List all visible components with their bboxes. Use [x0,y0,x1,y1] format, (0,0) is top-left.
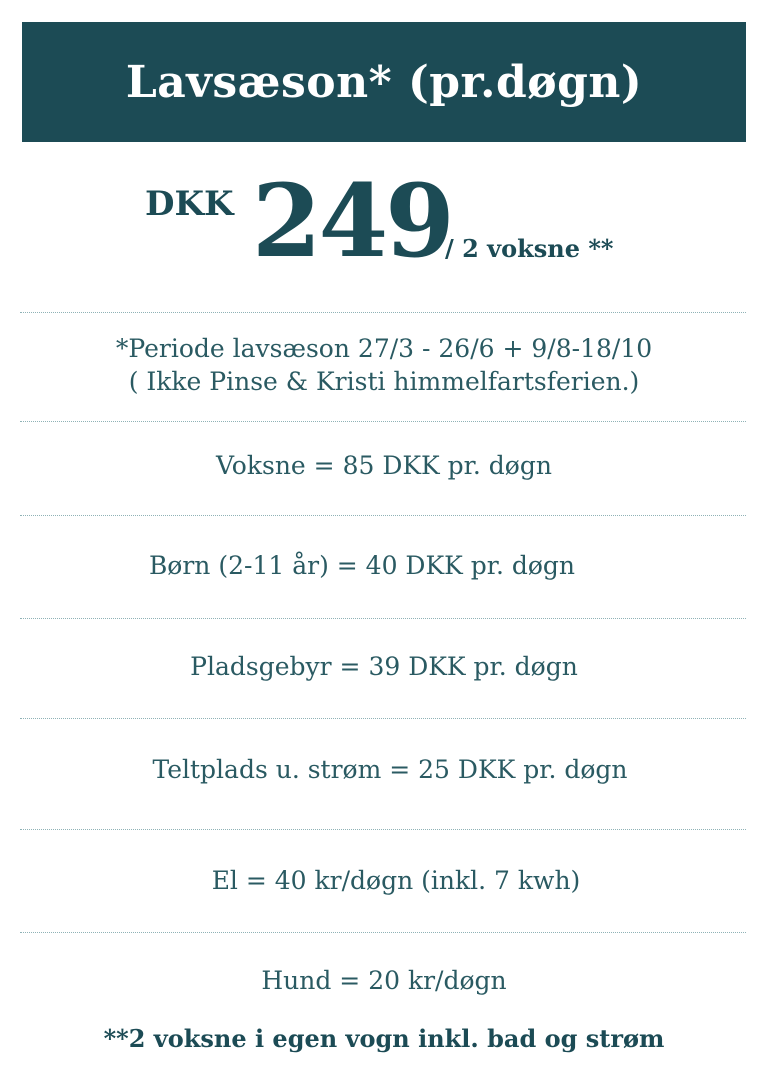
price-item-pitch-fee: Pladsgebyr = 39 DKK pr. døgn [190,652,578,681]
price-item-dog: Hund = 20 kr/døgn [261,966,507,995]
header-banner [22,22,746,142]
price-item-tent: Teltplads u. strøm = 25 DKK pr. døgn [152,755,628,784]
divider [20,312,746,313]
price-block [0,162,768,290]
price-per: / 2 voksne ** [445,234,614,263]
price-item-adults: Voksne = 85 DKK pr. døgn [216,451,552,480]
price-item-children: Børn (2-11 år) = 40 DKK pr. døgn [148,551,576,580]
divider [20,829,746,830]
price-currency: DKK [145,184,234,224]
divider [20,515,746,516]
divider [20,618,746,619]
period-info [0,332,768,398]
price-item-electricity: El = 40 kr/døgn (inkl. 7 kwh) [211,866,581,895]
period-exclusions: ( Ikke Pinse & Kristi himmelfartsferien.) [128,367,640,396]
footnote: **2 voksne i egen vogn inkl. bad og strøm [103,1024,665,1053]
price-amount: 249 [252,162,452,280]
divider [20,718,746,719]
divider [20,932,746,933]
period-dates: *Periode lavsæson 27/3 - 26/6 + 9/8-18/10 [115,334,653,363]
page-title: Lavsæson* (pr.døgn) [125,56,643,108]
divider [20,421,746,422]
